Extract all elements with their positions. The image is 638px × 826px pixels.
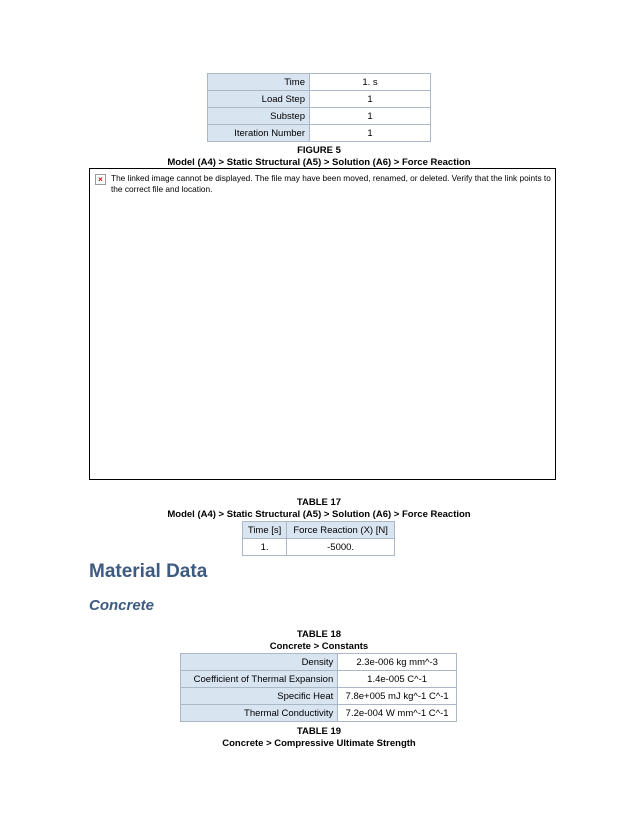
table-row: [181, 654, 457, 671]
force-reaction-table: [242, 521, 395, 556]
row-label: Density: [181, 654, 338, 671]
row-label: Iteration Number: [208, 125, 310, 142]
table-cell: -5000.: [287, 539, 395, 556]
row-value: 1.4e-005 C^-1: [338, 671, 457, 688]
figure-caption: Model (A4) > Static Structural (A5) > Solution (A6) > Force Reaction: [167, 157, 471, 168]
table-row: [208, 74, 431, 91]
table-row: [208, 108, 431, 125]
table-row: [208, 91, 431, 108]
row-value: 7.8e+005 mJ kg^-1 C^-1: [338, 688, 457, 705]
table-row: [181, 688, 457, 705]
column-header: Time [s]: [243, 522, 287, 539]
table-caption: Concrete > Compressive Ultimate Strength: [222, 738, 416, 749]
broken-image-message: The linked image cannot be displayed. The file may have been moved, renamed, or deleted. Verify that the link points to the correct file and location.: [111, 173, 551, 194]
table-cell: 1.: [243, 539, 287, 556]
table-row: [181, 671, 457, 688]
row-label: Coefficient of Thermal Expansion: [181, 671, 338, 688]
table-caption: Model (A4) > Static Structural (A5) > Solution (A6) > Force Reaction: [167, 509, 471, 520]
row-label: Thermal Conductivity: [181, 705, 338, 722]
broken-image-icon: ×: [95, 174, 106, 185]
table-number: TABLE 17: [296, 497, 342, 508]
row-value: 1: [310, 108, 431, 125]
row-value: 2.3e-006 kg mm^-3: [338, 654, 457, 671]
time-step-table: [207, 73, 431, 142]
figure-number: FIGURE 5: [297, 145, 341, 156]
row-label: Specific Heat: [181, 688, 338, 705]
broken-image-placeholder: [89, 168, 556, 480]
table-header-row: [243, 522, 395, 539]
row-value: 1: [310, 125, 431, 142]
column-header: Force Reaction (X) [N]: [287, 522, 395, 539]
table-number: TABLE 19: [296, 726, 342, 737]
row-label: Time: [208, 74, 310, 91]
row-value: 7.2e-004 W mm^-1 C^-1: [338, 705, 457, 722]
table-number: TABLE 18: [296, 629, 342, 640]
table-row: [243, 539, 395, 556]
row-value: 1. s: [310, 74, 431, 91]
table-row: [208, 125, 431, 142]
subsection-heading: Concrete: [89, 597, 155, 614]
row-label: Substep: [208, 108, 310, 125]
concrete-constants-table: [180, 653, 457, 722]
row-value: 1: [310, 91, 431, 108]
table-row: [181, 705, 457, 722]
row-label: Load Step: [208, 91, 310, 108]
table-caption: Concrete > Constants: [269, 641, 369, 652]
section-heading: Material Data: [89, 561, 208, 582]
